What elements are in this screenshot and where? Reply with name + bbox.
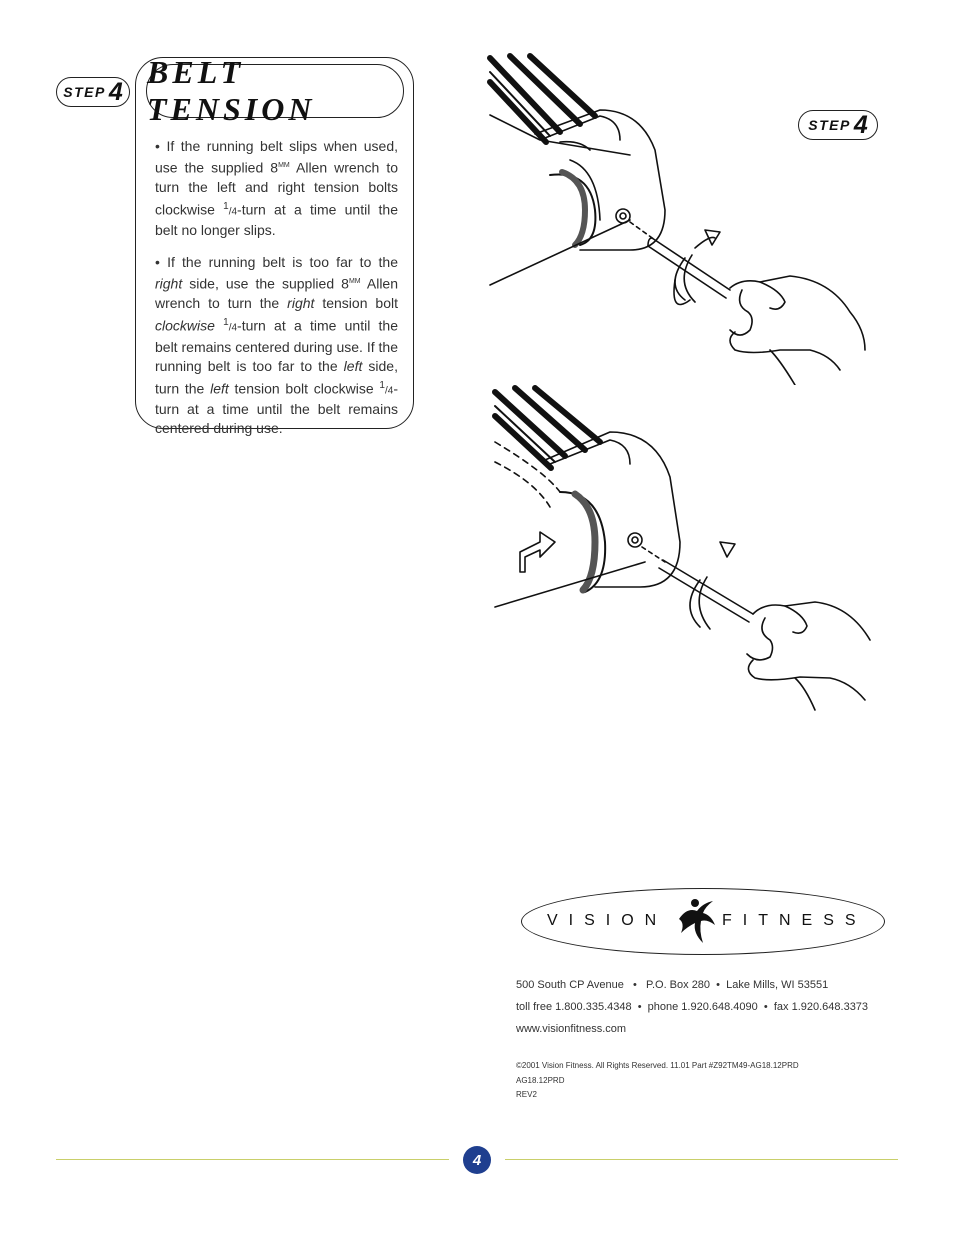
copyright-line: ©2001 Vision Fitness. All Rights Reserved. 11.01 Part #Z92TM49-AG18.12PRD — [516, 1061, 799, 1070]
page-title: BELT TENSION — [147, 54, 316, 127]
website-link[interactable]: www.visionfitness.com — [516, 1023, 627, 1035]
illustration-tension-bolt-bottom — [485, 382, 885, 717]
logo-figure-icon — [673, 897, 721, 949]
step-number: 4 — [853, 110, 868, 139]
step-badge-left — [56, 77, 130, 107]
step-number: 4 — [108, 77, 123, 106]
instruction-text — [155, 137, 398, 451]
footer-line-right — [505, 1159, 898, 1160]
step-word: STEP — [63, 84, 106, 100]
page-number: 4 — [463, 1146, 491, 1174]
instruction-paragraph-1: • If the running belt slips when used, use the supplied $8^{MM}$ Allen wrench to turn the left and right tension bolts clockwise $^1$/4-turn at a time until the belt no longer slips. — [155, 138, 399, 239]
footer-line-left — [56, 1159, 449, 1160]
phone-line: toll free 1.800.335.4348 • phone 1.920.648.4090 • fax 1.920.648.3373 — [516, 1001, 869, 1013]
step-word: STEP — [808, 117, 851, 133]
logo-text-vision: VISION — [547, 912, 668, 929]
title-pill — [146, 54, 404, 127]
address-line: 500 South CP Avenue • P.O. Box 280 • Lake Mills, WI 53551 — [516, 979, 829, 991]
instruction-paragraph-2: • If the running belt is too far to the right side, use the supplied $8^{MM}$ Allen wrench to turn the right tension bolt clockwise $^1$/4-turn at a time until the belt remains centered during use. If the running belt is too far to the left side, turn the left tension bolt clockwise $^1$/4-turn at a time until the belt remains centered during use. — [155, 254, 399, 437]
part-code: AG18.12PRD — [516, 1076, 565, 1085]
logo-text-fitness: FITNESS — [722, 912, 867, 929]
revision: REV2 — [516, 1090, 537, 1099]
illustration-tension-bolt-top — [480, 50, 880, 385]
